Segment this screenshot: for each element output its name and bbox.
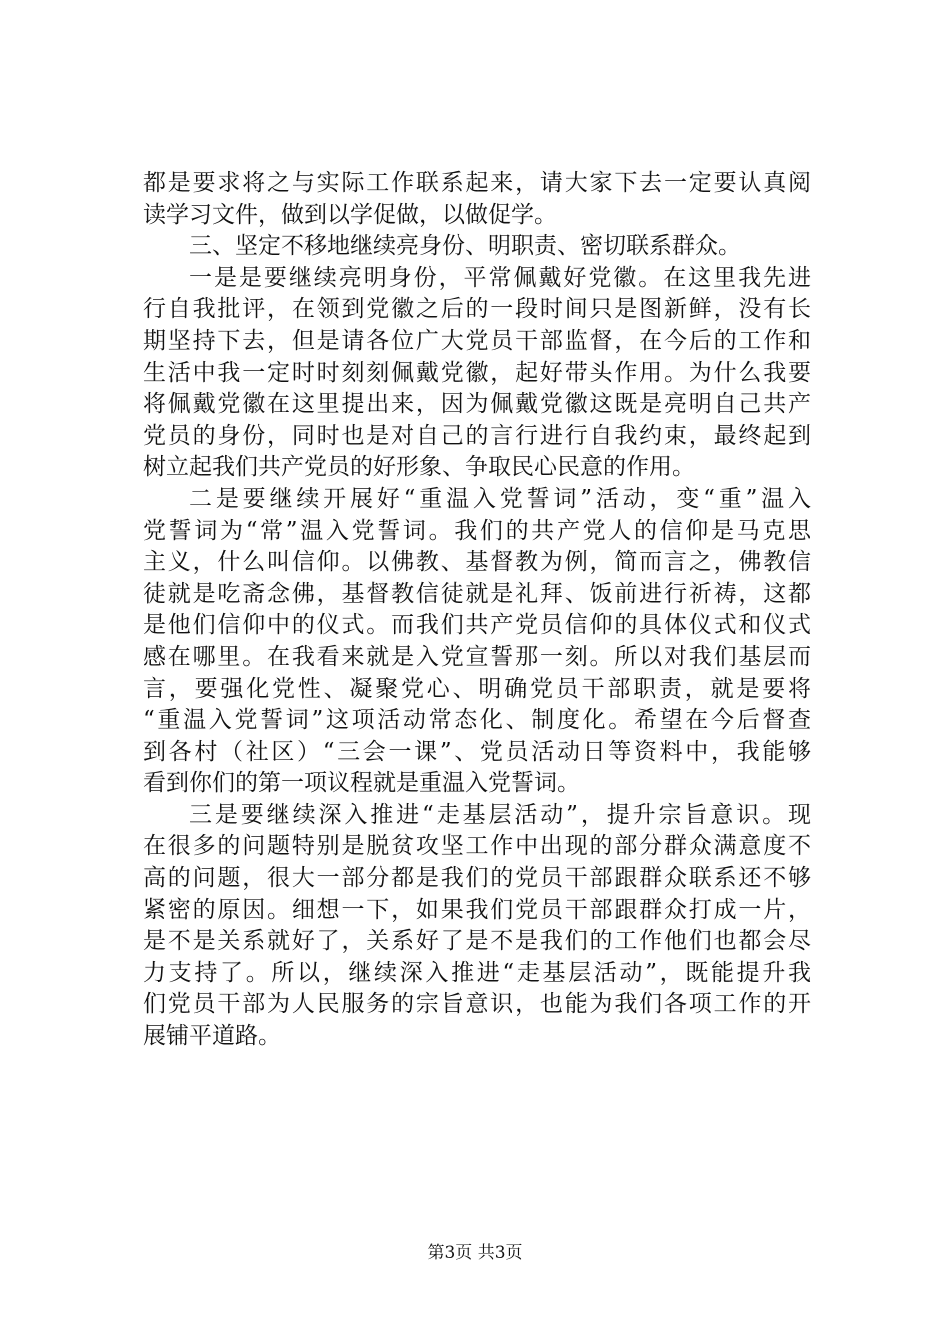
text-line: 三是要继续深入推进“走基层活动”，提升宗旨意识。现	[189, 801, 811, 828]
page-number-footer: 第3页 共3页	[427, 1243, 523, 1263]
text-line: 在很多的问题特别是脱贫攻坚工作中出现的部分群众满意度不	[143, 833, 811, 860]
text-line: 到各村（社区）“三会一课”、党员活动日等资料中，我能够	[143, 738, 811, 765]
text-line: 是不是关系就好了，关系好了是不是我们的工作他们也都会尽	[143, 928, 811, 955]
text-line: 一是是要继续亮明身份，平常佩戴好党徽。在这里我先进	[189, 264, 811, 291]
text-line: 言，要强化党性、凝聚党心、明确党员干部职责，就是要将	[143, 675, 811, 702]
text-line: 徒就是吃斋念佛，基督教信徒就是礼拜、饭前进行祈祷，这都	[143, 580, 811, 607]
text-line: 党誓词为“常”温入党誓词。我们的共产党人的信仰是马克思	[143, 517, 811, 544]
text-line: 高的问题，很大一部分都是我们的党员干部跟群众联系还不够	[143, 865, 811, 892]
text-line: 看到你们的第一项议程就是重温入党誓词。	[143, 770, 580, 797]
text-line: 主义，什么叫信仰。以佛教、基督教为例，简而言之，佛教信	[143, 549, 811, 576]
text-line: 力支持了。所以，继续深入推进“走基层活动”，既能提升我	[143, 959, 811, 986]
text-line: 树立起我们共产党员的好形象、争取民心民意的作用。	[143, 454, 695, 481]
text-line: 党员的身份，同时也是对自己的言行进行自我约束，最终起到	[143, 422, 811, 449]
text-line: 二是要继续开展好“重温入党誓词”活动，变“重”温入	[189, 485, 811, 512]
text-line: 期坚持下去，但是请各位广大党员干部监督，在今后的工作和	[143, 327, 811, 354]
text-line: 行自我批评，在领到党徽之后的一段时间只是图新鲜，没有长	[143, 296, 811, 323]
text-line: 三、坚定不移地继续亮身份、明职责、密切联系群众。	[189, 233, 741, 260]
text-line: 是他们信仰中的仪式。而我们共产党员信仰的具体仪式和仪式	[143, 612, 811, 639]
text-line: “重温入党誓词”这项活动常态化、制度化。希望在今后督查	[143, 707, 811, 734]
text-line: 紧密的原因。细想一下，如果我们党员干部跟群众打成一片，	[143, 896, 811, 923]
text-line: 读学习文件，做到以学促做，以做促学。	[143, 201, 557, 228]
text-line: 展铺平道路。	[143, 1023, 281, 1050]
text-line: 生活中我一定时时刻刻佩戴党徽，起好带头作用。为什么我要	[143, 359, 811, 386]
text-line: 都是要求将之与实际工作联系起来，请大家下去一定要认真阅	[143, 170, 811, 196]
document-body	[143, 168, 811, 1053]
text-line: 们党员干部为人民服务的宗旨意识，也能为我们各项工作的开	[143, 991, 811, 1018]
text-line: 感在哪里。在我看来就是入党宣誓那一刻。所以对我们基层而	[143, 643, 811, 670]
text-line: 将佩戴党徽在这里提出来，因为佩戴党徽这既是亮明自己共产	[143, 391, 811, 418]
